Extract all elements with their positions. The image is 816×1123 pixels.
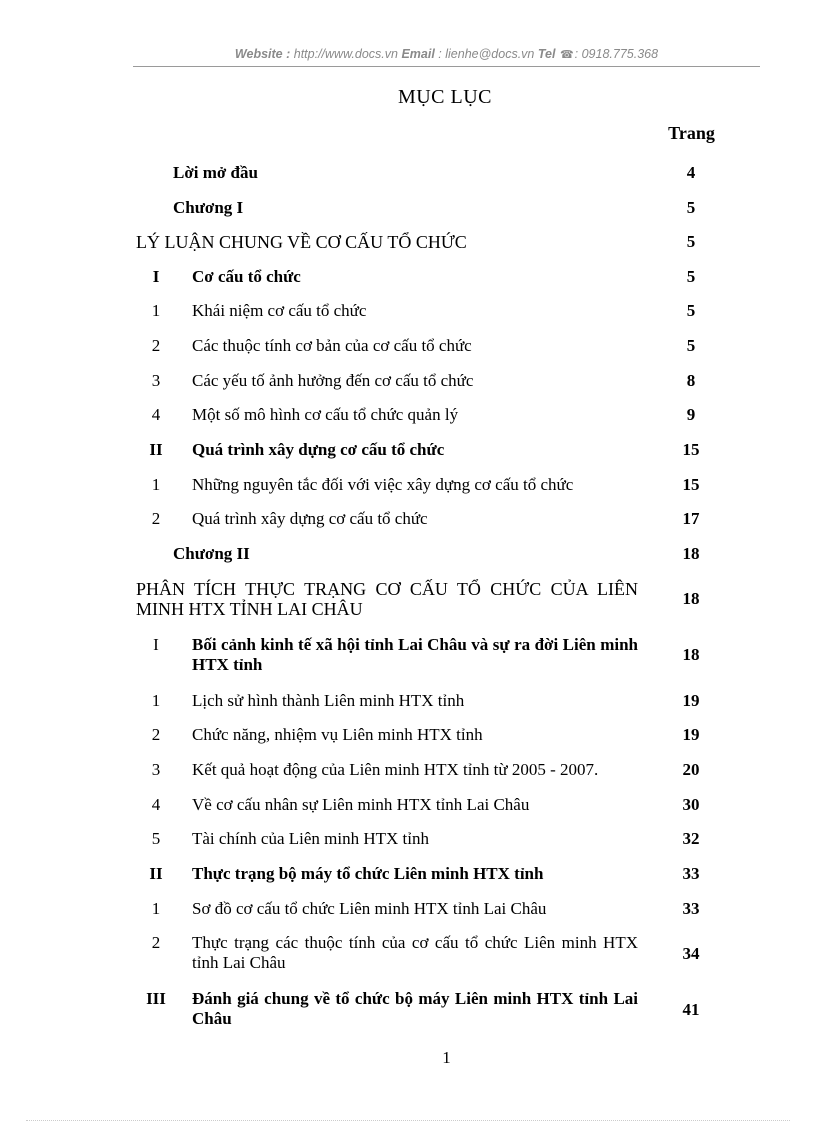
toc-title: Lời mở đầu	[173, 163, 258, 182]
toc-title: PHÂN TÍCH THỰC TRẠNG CƠ CẤU TỔ CHỨC CỦA LIÊN MINH HTX TỈNH LAI CHÂU	[136, 579, 638, 619]
toc-title: Sơ đồ cơ cấu tổ chức Liên minh HTX tỉnh Lai Châu	[192, 899, 547, 918]
toc-page: 18	[682, 589, 700, 608]
tel-label: Tel	[537, 47, 556, 61]
toc-title: Quá trình xây dựng cơ cấu tổ chức	[192, 509, 428, 528]
toc-page: 33	[682, 864, 700, 883]
toc-title: Về cơ cấu nhân sự Liên minh HTX tỉnh Lai Châu	[192, 795, 530, 814]
toc-page: 20	[682, 760, 700, 779]
toc-page: 30	[682, 795, 700, 814]
toc-number: II	[149, 864, 163, 883]
toc-number: 1	[151, 301, 161, 320]
toc-number: 4	[151, 405, 161, 424]
toc-page: 19	[682, 691, 700, 710]
toc-number: 2	[151, 509, 161, 528]
toc-title: Các yếu tố ảnh hưởng đến cơ cấu tổ chức	[192, 371, 474, 390]
toc-number: I	[153, 635, 159, 654]
toc-number: 1	[151, 899, 161, 918]
toc-title: Thực trạng bộ máy tổ chức Liên minh HTX tỉnh	[192, 864, 544, 883]
page-header	[133, 47, 760, 65]
toc-page: 15	[682, 440, 700, 459]
toc-title: Chương II	[173, 544, 250, 563]
toc-title: Chức năng, nhiệm vụ Liên minh HTX tỉnh	[192, 725, 483, 744]
toc-title: Một số mô hình cơ cấu tổ chức quản lý	[192, 405, 459, 424]
toc-number: 2	[151, 725, 161, 744]
toc-number: II	[149, 440, 163, 459]
website-label: Website :	[234, 47, 291, 61]
toc-page: 5	[686, 336, 696, 355]
toc-page: 18	[682, 645, 700, 664]
toc-page: 32	[682, 829, 700, 848]
toc-page: 8	[686, 371, 696, 390]
toc-number: 2	[151, 336, 161, 355]
toc-number: III	[146, 989, 166, 1008]
toc-page: 34	[682, 944, 700, 963]
email-label: Email	[401, 47, 435, 61]
document-title: MỤC LỤC	[397, 86, 493, 108]
page-column-header: Trang	[668, 123, 715, 143]
toc-page: 5	[686, 198, 696, 217]
toc-title: Tài chính của Liên minh HTX tỉnh	[192, 829, 429, 848]
toc-page: 9	[686, 405, 696, 424]
toc-page: 19	[682, 725, 700, 744]
toc-number: 3	[151, 371, 161, 390]
toc-title: Bối cảnh kinh tế xã hội tỉnh Lai Châu và sự ra đời Liên minh HTX tỉnh	[192, 635, 638, 674]
toc-title: Lịch sử hình thành Liên minh HTX tỉnh	[192, 691, 465, 710]
toc-page: 5	[686, 232, 696, 251]
toc-page: 15	[682, 475, 700, 494]
toc-page: 5	[686, 267, 696, 286]
toc-page: 41	[682, 1000, 700, 1019]
toc-title: Những nguyên tắc đối với việc xây dựng cơ cấu tổ chức	[192, 475, 574, 494]
toc-number: 4	[151, 795, 161, 814]
toc-number: I	[152, 267, 160, 286]
toc-title: Quá trình xây dựng cơ cấu tổ chức	[192, 440, 445, 459]
toc-title: Cơ cấu tổ chức	[192, 267, 301, 286]
header-divider	[133, 66, 760, 67]
toc-title: Kết quả hoạt động của Liên minh HTX tỉnh từ 2005 - 2007.	[192, 760, 599, 779]
toc-page: 17	[682, 509, 700, 528]
toc-title: Thực trạng các thuộc tính của cơ cấu tổ chức Liên minh HTX tỉnh Lai Châu	[192, 933, 638, 972]
toc-number: 1	[151, 691, 161, 710]
email-value: : lienhe@docs.vn	[438, 47, 535, 61]
toc-page: 5	[686, 301, 696, 320]
toc-title: Đánh giá chung về tổ chức bộ máy Liên minh HTX tỉnh Lai Châu	[192, 989, 638, 1028]
tel-value: : 0918.775.368	[574, 47, 659, 61]
phone-icon: ☎	[559, 49, 574, 61]
toc-title: Các thuộc tính cơ bản của cơ cấu tổ chức	[192, 336, 472, 355]
toc-page: 4	[686, 163, 696, 182]
toc-title: LÝ LUẬN CHUNG VỀ CƠ CẤU TỔ CHỨC	[136, 232, 467, 252]
website-value: http://www.docs.vn	[293, 47, 398, 61]
toc-number: 2	[151, 933, 161, 952]
toc-number: 1	[151, 475, 161, 494]
toc-number: 3	[151, 760, 161, 779]
toc-title: Khái niệm cơ cấu tổ chức	[192, 301, 367, 320]
toc-title: Chương I	[173, 198, 244, 217]
page-bottom-divider	[26, 1120, 790, 1121]
page-number: 1	[442, 1048, 451, 1067]
toc-page: 18	[682, 544, 700, 563]
toc-number: 5	[151, 829, 161, 848]
toc-page: 33	[682, 899, 700, 918]
